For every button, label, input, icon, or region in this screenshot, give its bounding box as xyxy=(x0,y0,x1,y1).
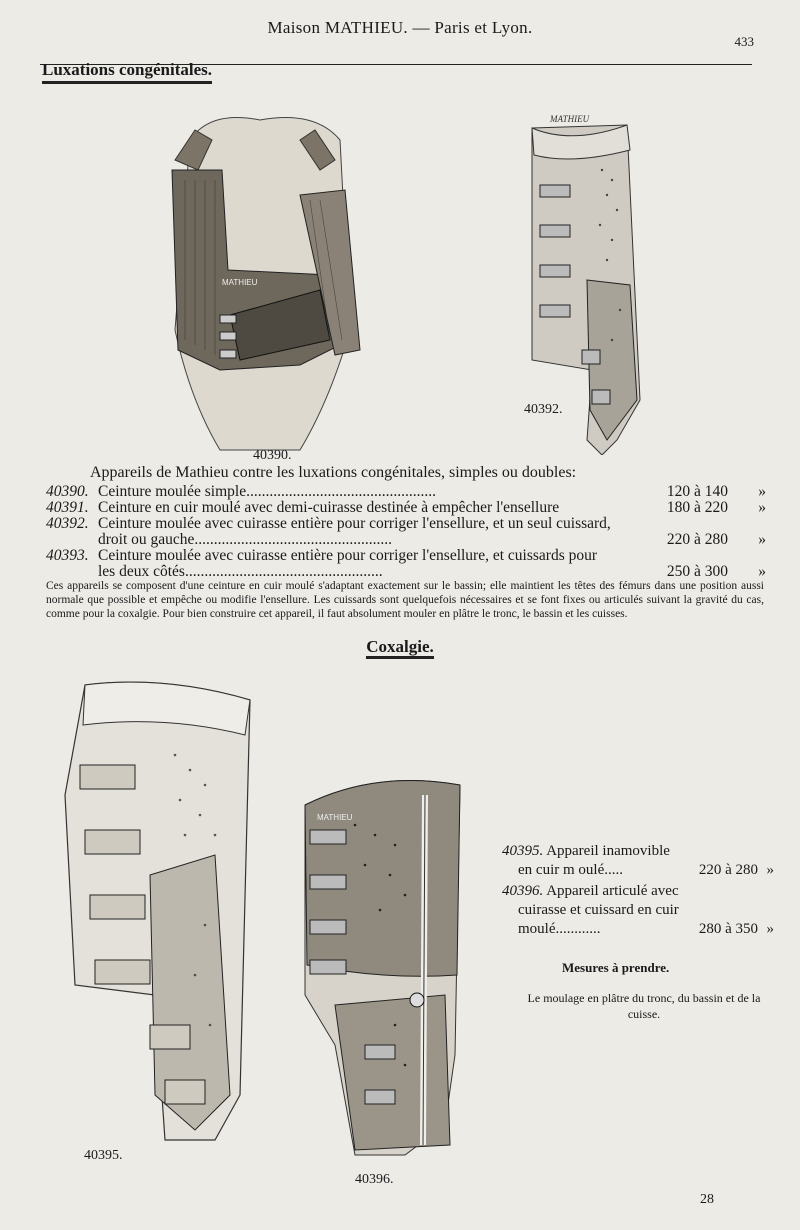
item-price: 250 à 300 xyxy=(666,563,728,580)
coxalgie-item-40395 xyxy=(502,842,772,880)
item-description-cont: droit ou gauche................................................... xyxy=(98,531,393,548)
item-unit: » xyxy=(758,499,766,516)
item-unit: » xyxy=(766,921,774,937)
figure-40396-illustration xyxy=(295,725,475,1165)
item-code: 40391. xyxy=(46,499,89,516)
item-price: 220 à 280 xyxy=(666,531,728,548)
item-code: 40396. xyxy=(502,883,544,899)
item-line2: cuirasse et cuissard en cuir xyxy=(518,902,679,918)
item-price: 120 à 140 xyxy=(666,483,728,500)
item-code: 40395. xyxy=(502,843,544,859)
item-line1: Appareil inamovible xyxy=(546,843,670,859)
item-description-cont: les deux côtés................................................... xyxy=(98,563,383,580)
figure-40390-engraving-text: MATHIEU xyxy=(222,278,258,287)
item-description: Ceinture moulée avec cuirasse entière pour corriger l'ensellure, et cuissards pour xyxy=(98,547,598,564)
item-unit: » xyxy=(758,563,766,580)
item-line3: moulé............ xyxy=(518,921,601,937)
item-unit: » xyxy=(758,531,766,548)
luxations-note: Ces appareils se composent d'une ceinture en cuir moulé s'adaptant exactement sur le bassin; elle maintient les têtes des fémurs dans une position aussi normale que possible et empêche ou modifie l'ensellure. Les cuissards sont quelquefois nécessaires et se font fixes ou articulés suivant la gravité du cas, comme pour la coxalgie. Pour bien construire cet appareil, il faut absolument mouler en plâtre le tronc, le bassin et les cuisses. xyxy=(46,580,764,620)
item-description: Ceinture moulée simple................................................. xyxy=(98,483,436,500)
measures-heading: Mesures à prendre. xyxy=(562,960,670,975)
luxations-intro: Appareils de Mathieu contre les luxations congénitales, simples ou doubles: xyxy=(90,464,577,481)
item-unit: » xyxy=(766,862,774,878)
measures-text: Le moulage en plâtre du tronc, du bassin et de la cuisse. xyxy=(527,991,761,1021)
item-code: 40393. xyxy=(46,547,89,564)
figure-40396-caption: 40396. xyxy=(355,1172,394,1187)
item-line1: Appareil articulé avec xyxy=(546,883,679,899)
section-heading-luxations: Luxations congénitales. xyxy=(42,60,212,84)
item-price: 220 à 280 xyxy=(698,862,758,878)
running-header: Maison MATHIEU. — Paris et Lyon. xyxy=(267,18,533,37)
page-number: 433 xyxy=(734,34,754,49)
figure-40395-caption: 40395. xyxy=(84,1148,123,1163)
figure-40392-engraving-text: MATHIEU xyxy=(550,114,590,124)
item-code: 40392. xyxy=(46,515,89,532)
item-description: Ceinture moulée avec cuirasse entière pour corriger l'ensellure, et un seul cuissard, xyxy=(98,515,611,532)
figure-40396-engraving-text: MATHIEU xyxy=(317,813,353,822)
figure-40390-caption: 40390. xyxy=(253,448,292,463)
figure-40390-illustration xyxy=(150,100,370,455)
item-price: 180 à 220 xyxy=(666,499,728,516)
item-description: Ceinture en cuir moulé avec demi-cuirasse destinée à empêcher l'ensellure xyxy=(98,499,560,516)
figure-40392-caption: 40392. xyxy=(524,402,563,417)
coxalgie-item-40396 xyxy=(502,882,772,939)
item-price: 280 à 350 xyxy=(698,921,758,937)
item-code: 40390. xyxy=(46,483,89,500)
item-unit: » xyxy=(758,483,766,500)
section-heading-coxalgie: Coxalgie. xyxy=(0,637,800,657)
signature-number: 28 xyxy=(700,1192,714,1207)
figure-40395-illustration xyxy=(55,675,255,1145)
item-line2: en cuir m oulé..... xyxy=(518,862,623,878)
